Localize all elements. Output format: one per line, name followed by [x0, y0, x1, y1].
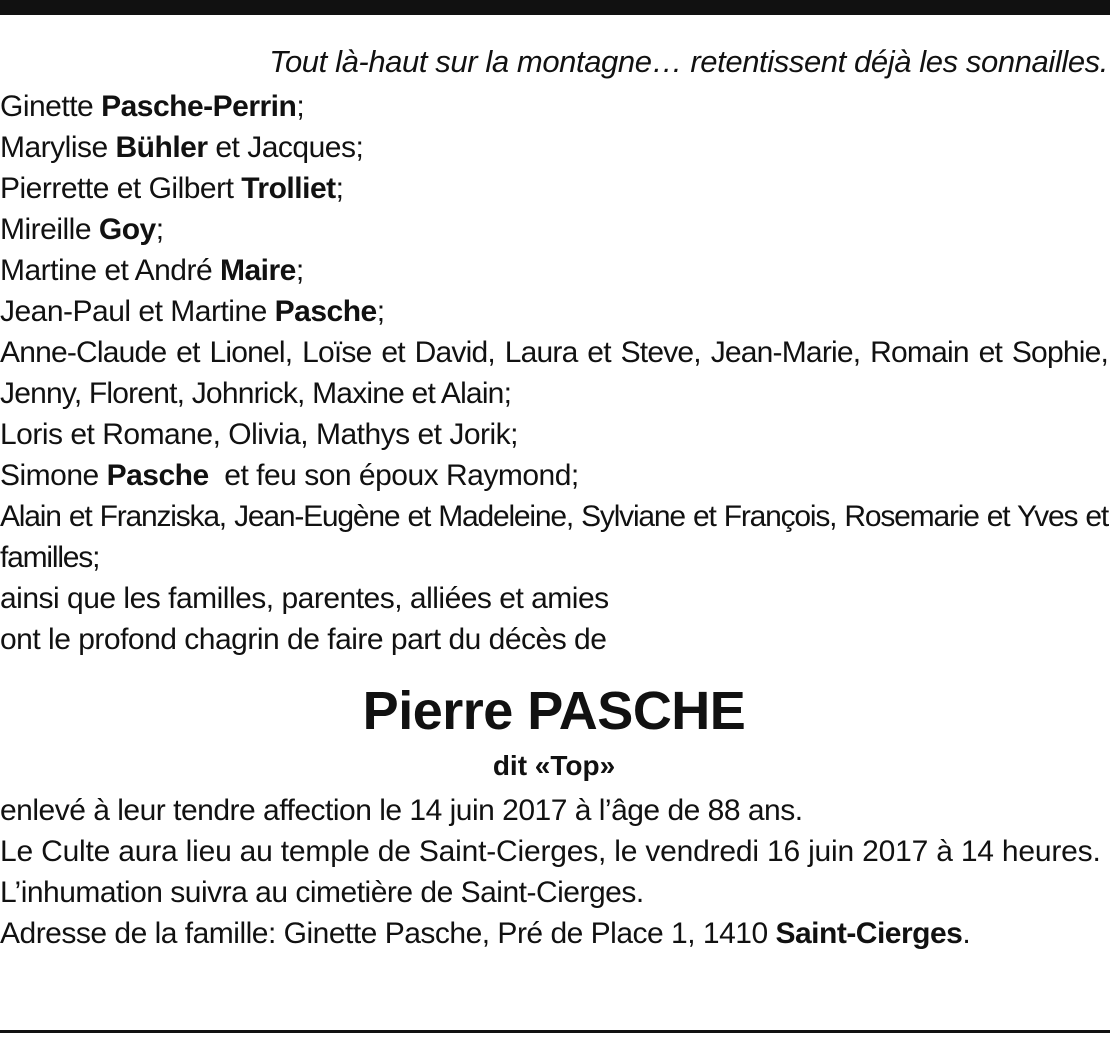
family-surname: Goy: [98, 213, 156, 246]
burial-line: L’inhumation suivra au cimetière de Saint-Cierges.: [0, 876, 644, 909]
deceased-name: Pierre PASCHE: [362, 681, 746, 741]
bottom-rule: [0, 1030, 1110, 1033]
family-surname: Trolliet: [241, 172, 336, 205]
great-grandchildren-line: Loris et Romane, Olivia, Mathys et Jorik;: [0, 418, 519, 451]
family-line-4: Mireille Goy;: [0, 213, 164, 246]
family-line-3: Pierrette et Gilbert Trolliet;: [0, 172, 344, 205]
nieces-nephews-line: Alain et Franziska, Jean-Eugène et Madeleine, Sylviane et François, Rosemarie et Yves et familles;: [0, 500, 1108, 574]
top-rule: [0, 0, 1110, 15]
closing-line-2: ont le profond chagrin de faire part du décès de: [0, 623, 607, 656]
family-surname: Bühler: [115, 131, 208, 164]
deceased-block: [0, 676, 1108, 786]
family-surname: Pasche-Perrin: [101, 90, 297, 123]
family-surname: Maire: [219, 254, 296, 287]
address-line: Adresse de la famille: Ginette Pasche, Pré de Place 1, 1410 Saint-Cierges.: [0, 917, 971, 950]
deceased-nickname: dit «Top»: [492, 750, 616, 781]
family-line-6: Jean-Paul et Martine Pasche;: [0, 295, 385, 328]
grandchildren-line: Anne-Claude et Lionel, Loïse et David, Laura et Steve, Jean-Marie, Romain et Sophie, Jenny, Florent, Johnrick, Maxine et Alain;: [0, 336, 1108, 410]
family-line-1: Ginette Pasche-Perrin;: [0, 90, 305, 123]
address-town: Saint-Cierges: [775, 917, 963, 950]
family-line-2: Marylise Bühler et Jacques;: [0, 131, 364, 164]
passing-line: enlevé à leur tendre affection le 14 juin 2017 à l’âge de 88 ans.: [0, 794, 803, 827]
service-line: Le Culte aura lieu au temple de Saint-Cierges, le vendredi 16 juin 2017 à 14 heures.: [0, 835, 1101, 868]
epigraph: Tout là-haut sur la montagne… retentissent déjà les sonnailles.: [269, 44, 1108, 79]
family-surname: Pasche: [106, 459, 209, 492]
obituary-notice: [0, 40, 1108, 954]
closing-line-1: ainsi que les familles, parentes, alliées et amies: [0, 582, 609, 615]
family-surname: Pasche: [274, 295, 377, 328]
sister-line: Simone Pasche et feu son époux Raymond;: [0, 459, 579, 492]
family-line-5: Martine et André Maire;: [0, 254, 304, 287]
